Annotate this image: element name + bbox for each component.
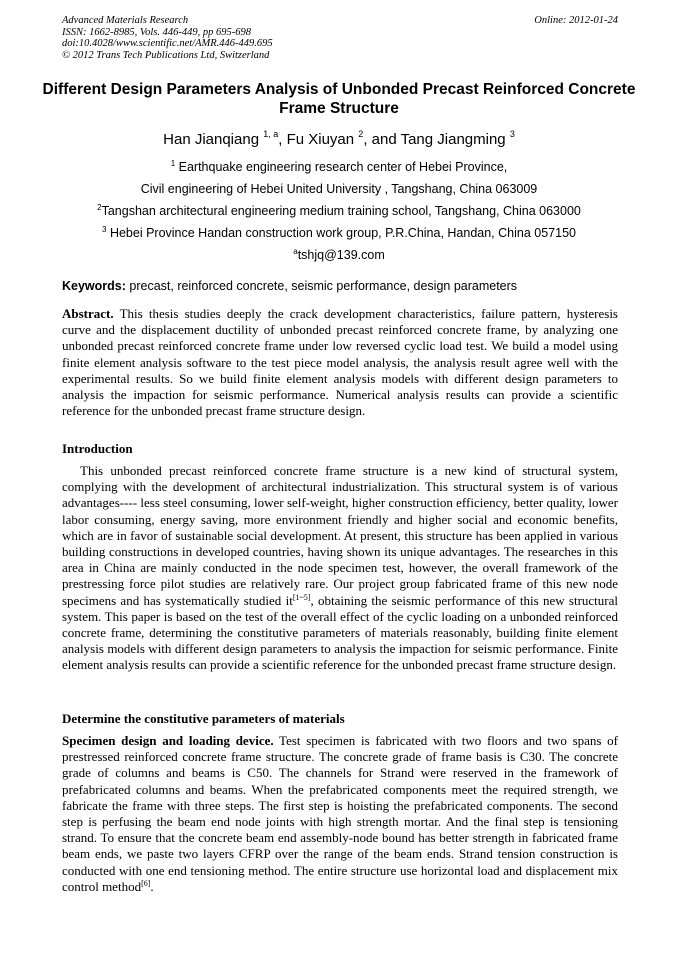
author-name: Fu Xiuyan [286, 131, 355, 148]
specimen-paragraph [62, 733, 618, 895]
doi-line: doi:10.4028/www.scientific.net/AMR.446-449.695 [62, 38, 273, 49]
specimen-text: Test specimen is fabricated with two floors and two spans of prestressed reinforced concrete frame structure. The concrete grade of frame basis is C30. The concrete grade of columns and beams is C50. The channels for Strand were reserved in the framework of prefabricated columns and beams. When the prefabricated components meet the required strength, we fabricate the frame with three steps. The first step is hoisting the prefabricated components. The second step is perfusing the beam end node joints with high strength mortar. And the final step is tensioning strand. To ensure that the concrete beam end assembly-node bound has better strength in fabricated frame beam ends, we paste two layers CFRP over the range of the beam ends. Strand tension construction is conducted with one end tensioning method. The entire structure use horizontal load and displacement mix control method [62, 733, 618, 894]
author-list [40, 130, 638, 150]
contact-email [40, 244, 638, 266]
specimen-subheading: Specimen design and loading device. [62, 733, 274, 748]
journal-header [62, 15, 618, 61]
affiliation-2 [40, 200, 638, 222]
issn-line: ISSN: 1662-8985, Vols. 446-449, pp 695-698 [62, 26, 251, 38]
author-separator: , and [363, 131, 401, 148]
affiliation-3 [40, 222, 638, 244]
affiliation-text: Hebei Province Handan construction work group, P.R.China, Handan, China 057150 [106, 226, 576, 240]
paper-title: Different Design Parameters Analysis of Unbonded Precast Reinforced Concrete Frame Structure [42, 81, 636, 117]
affiliation-list [40, 156, 638, 266]
online-date: Online: 2012-01-24 [534, 15, 618, 26]
affiliation-marker: 3 [102, 225, 107, 234]
abstract-label: Abstract. [62, 306, 114, 321]
citation-marker: [6] [141, 878, 151, 888]
introduction-text-continued: , obtaining the seismic performance of this new structural system. This paper is based on the test of the overall effect of the cyclic loading on a unbonded reinforced concrete frame, determining the constitutive parameters of materials reasonably, building finite element analysis models with different design parameters to analysis the impaction for seismic performance. Finite element analysis results can provide a scientific reference for the unbonded precast frame structure design. [62, 592, 618, 673]
author-affiliation-marker: 3 [509, 129, 515, 139]
citation-marker: [1~5] [292, 592, 311, 602]
copyright-line: © 2012 Trans Tech Publications Ltd, Switzerland [62, 49, 270, 61]
abstract-text: This thesis studies deeply the crack development characteristics, failure pattern, hysteresis curve and the displacement ductility of unbonded precast reinforced concrete frame, by analyzing one unbonded precast reinforced concrete frame under low reversed cyclic load test. We build a model using finite element analysis software to the test piece model analysis, the analysis result agree well with the experimental results. So we build finite element analysis models with different design parameters to analysis the impaction for seismic performance. Numerical analysis results can provide a scientific reference for the unbonded precast frame structure design. [62, 306, 618, 419]
materials-heading: Determine the constitutive parameters of materials [62, 711, 345, 726]
author-affiliation-marker: 1, a [263, 129, 279, 139]
author-name: Han Jianqiang [163, 131, 260, 148]
author-affiliation-marker: 2 [358, 129, 364, 139]
author-separator: , [278, 131, 287, 148]
affiliation-1-continued: Civil engineering of Hebei United University , Tangshang, China 063009 [140, 182, 538, 196]
affiliation-marker: 1 [170, 159, 176, 168]
introduction-text: This unbonded precast reinforced concrete frame structure is a new kind of structural system, complying with the development of architectural industrialization. This structural system is of various advantages---- less steel consuming, lower self-weight, higher construction efficiency, better quality, lower labor consuming, energy saving, more environment friendly and higher social and economic benefits, which are in favor of sustainable social development. At present, this structure has been applied in various building constructions in developed countries, having shown its unique advantages. The researches in this area in China are mainly conducted in the node specimen test, however, the overall framework of the prestressing force pilot studies are relatively rare. Our project group fabricated frame of this new node specimens and has systematically studied it [62, 463, 618, 608]
introduction-paragraph [62, 463, 618, 674]
keywords-label: Keywords: [62, 279, 126, 293]
affiliation-marker: 2 [97, 203, 102, 212]
email-marker: a [293, 247, 298, 256]
keywords [62, 278, 618, 294]
introduction-heading: Introduction [62, 441, 133, 456]
keywords-text: precast, reinforced concrete, seismic performance, design parameters [125, 279, 518, 293]
journal-name: Advanced Materials Research [62, 15, 189, 26]
affiliation-1 [40, 156, 638, 178]
affiliation-text: Tangshan architectural engineering medium training school, Tangshang, China 063000 [101, 204, 581, 218]
author-name: Tang Jiangming [400, 131, 506, 148]
specimen-text-end: . [150, 878, 154, 894]
email-address: tshjq@139.com [297, 248, 385, 262]
abstract [62, 306, 618, 419]
affiliation-text: Earthquake engineering research center of Hebei Province, [175, 160, 508, 174]
